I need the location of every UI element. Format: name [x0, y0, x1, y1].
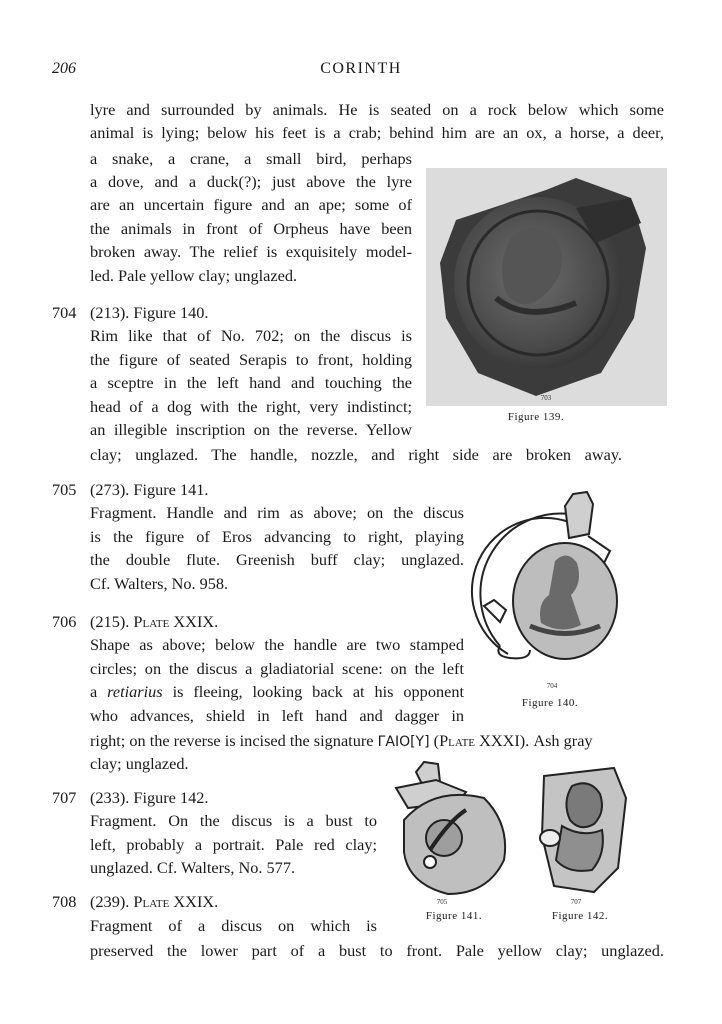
entry-ref: (233). Figure 142.	[90, 788, 209, 807]
entry-ref	[90, 610, 218, 633]
page-number: 206	[52, 60, 76, 77]
entry-number: 705	[52, 480, 77, 499]
body-line: a sceptre in the left hand and touching the	[90, 373, 412, 392]
body-line: the double flute. Greenish buff clay; unglazed.	[90, 550, 464, 569]
body-line: the animals in front of Orpheus have been	[90, 219, 412, 238]
body-line: animal is lying; below his feet is a crab; behind him are an ox, a horse, a deer,	[90, 123, 664, 142]
body-line: clay; unglazed. The handle, nozzle, and right side are broken away.	[90, 445, 622, 464]
body-line: Cf. Walters, No. 958.	[90, 574, 229, 593]
body-line: are an uncertain figure and an ape; some of	[90, 195, 412, 214]
body-line: left, probably a portrait. Pale red clay;	[90, 835, 377, 854]
body-line: who advances, shield in left hand and dagger in	[90, 706, 464, 725]
body-line: a snake, a crane, a small bird, perhaps	[90, 149, 412, 168]
figure-139-caption: Figure 139.	[507, 411, 565, 423]
body-line: is the figure of Eros advancing to right, playing	[90, 527, 464, 546]
lamp-photo-image	[426, 168, 667, 406]
entry-ref-plate: Plate XXIX.	[133, 612, 219, 631]
figure-142-label: 707	[570, 898, 582, 906]
body-line: head of a dog with the right, very indistinct;	[90, 397, 412, 416]
body-line: the figure of seated Serapis to front, holding	[90, 350, 412, 369]
figure-139-label: 703	[540, 394, 552, 402]
lamp-fragment-image	[386, 760, 516, 900]
body-line: Shape as above; below the handle are two stamped	[90, 635, 464, 654]
body-line: right; on the reverse is incised the signature ΓΑΙΟ[Υ] (Plate XXXI). Ash gray	[90, 731, 593, 750]
entry-ref-plate: Plate XXIX.	[133, 892, 219, 911]
body-line: an illegible inscription on the reverse. Yellow	[90, 420, 412, 439]
body-line: unglazed. Cf. Walters, No. 577.	[90, 858, 296, 877]
figure-140-caption: Figure 140.	[521, 697, 579, 709]
entry-number: 706	[52, 612, 77, 631]
figure-142-caption: Figure 142.	[551, 910, 609, 922]
body-line: a retiarius is fleeing, looking back at his opponent	[90, 682, 464, 701]
body-line: Fragment. Handle and rim as above; on the discus	[90, 503, 464, 522]
figure-139-photo	[426, 168, 667, 406]
entry-number: 704	[52, 303, 77, 322]
figure-141-caption: Figure 141.	[425, 910, 483, 922]
body-line: a dove, and a duck(?); just above the lyre	[90, 172, 412, 191]
entry-ref: (213). Figure 140.	[90, 303, 209, 322]
body-line: lyre and surrounded by animals. He is seated on a rock below which some	[90, 100, 664, 119]
body-line: Fragment of a discus on which is	[90, 916, 377, 935]
entry-ref	[90, 890, 218, 913]
entry-number: 708	[52, 892, 77, 911]
body-line: clay; unglazed.	[90, 754, 189, 773]
entry-ref-number: (215).	[90, 612, 130, 631]
entry-ref: (273). Figure 141.	[90, 480, 209, 499]
lamp-drawing-image	[470, 486, 630, 674]
body-line: Fragment. On the discus is a bust to	[90, 811, 377, 830]
body-line: led. Pale yellow clay; unglazed.	[90, 266, 298, 285]
figure-142-drawing	[532, 766, 628, 906]
figure-140-drawing	[470, 486, 630, 690]
body-line: circles; on the discus a gladiatorial scene: on the left	[90, 659, 464, 678]
greek-inscription: ΓΑΙΟ[Υ]	[377, 734, 430, 750]
lamp-bust-image	[532, 766, 628, 896]
running-head: CORINTH	[320, 60, 402, 77]
italic-term: retiarius	[107, 682, 163, 701]
entry-ref-number: (239).	[90, 892, 130, 911]
body-line: broken away. The relief is exquisitely model-	[90, 242, 412, 261]
figure-141-label: 705	[436, 898, 448, 906]
figure-140-label: 704	[546, 682, 558, 690]
figure-141-drawing	[386, 760, 516, 906]
body-line: Rim like that of No. 702; on the discus is	[90, 326, 412, 345]
entry-number: 707	[52, 788, 77, 807]
body-line: preserved the lower part of a bust to front. Pale yellow clay; unglazed.	[90, 941, 664, 960]
